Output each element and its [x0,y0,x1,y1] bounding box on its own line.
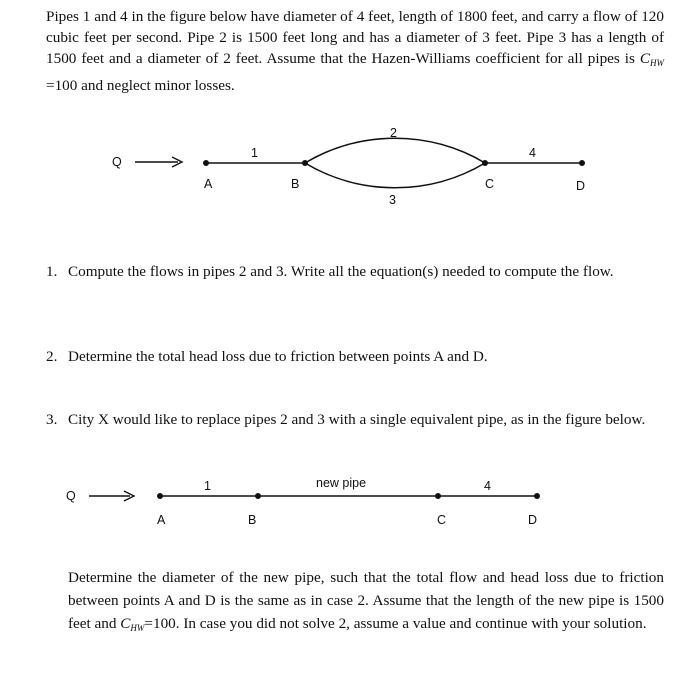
pipe-1-label: 1 [251,146,258,160]
node-b-dot [302,160,308,166]
node-c-dot [435,493,441,499]
pipe-2-label: 2 [390,126,397,140]
question-2-text: Determine the total head loss due to friction between points A and D. [68,348,488,365]
question-2-number: 2. [46,348,58,365]
node-b-label: B [248,513,257,527]
intro-text: Pipes 1 and 4 in the figure below have diameter of 4 feet, length of 1800 feet, and carry a flow of 120 cubic feet per second. Pipe 2 is 1500 feet long and has a diameter of 3 feet. Pipe 3 has a length of 1500 feet and a diameter of 2 feet. Assume that the Hazen-Williams coefficient for all pipes is [46,8,664,68]
node-c-label: C [485,177,495,191]
pipe-1-label: 1 [204,479,211,493]
chw-subscript: HW [130,623,145,633]
chw-value: =100 and neglect minor losses. [46,76,235,94]
node-b-dot [255,493,261,499]
pipe-3-label: 3 [389,193,396,207]
node-a-label: A [204,177,213,191]
node-d-label: D [576,179,586,193]
chw-symbol: C [639,50,651,68]
question-3-text: City X would like to replace pipes 2 and 3 with a single equivalent pipe, as in the figure below. [68,411,646,428]
node-a-label: A [157,513,166,527]
node-c-label: C [437,513,447,527]
question-1 [46,262,614,282]
chw-symbol: C [120,615,131,632]
question-1-number: 1. [46,263,58,280]
chw-subscript: HW [650,58,665,69]
question-3 [46,410,645,430]
intro-paragraph [46,6,664,96]
flow-label-q: Q [112,155,122,169]
node-d-label: D [528,513,538,527]
node-a-dot [203,160,209,166]
final-paragraph [68,566,664,640]
question-3-number: 3. [46,411,58,428]
node-b-label: B [291,177,300,191]
question-1-text: Compute the flows in pipes 2 and 3. Write all the equation(s) needed to compute the flow. [68,263,614,280]
final-text-after: =100. In case you did not solve 2, assume a value and continue with your solution. [144,615,647,632]
node-a-dot [157,493,163,499]
node-d-dot [579,160,585,166]
final-text-before: Determine the diameter of the new pipe, such that the total flow and head loss due to friction between points A and D is the same as in case 2. Assume that the length of the new pipe is 1500 feet and [68,569,664,632]
equivalent-pipe-figure [0,468,700,530]
pipe-network-figure [0,110,700,220]
pipe-4-label: 4 [484,479,491,493]
pipe-2-line [305,138,485,163]
node-c-dot [482,160,488,166]
flow-label-q: Q [66,489,76,503]
pipe-3-line [305,163,485,188]
pipe-4-label: 4 [529,146,536,160]
question-2 [46,347,488,367]
node-d-dot [534,493,540,499]
new-pipe-label: new pipe [316,476,367,490]
